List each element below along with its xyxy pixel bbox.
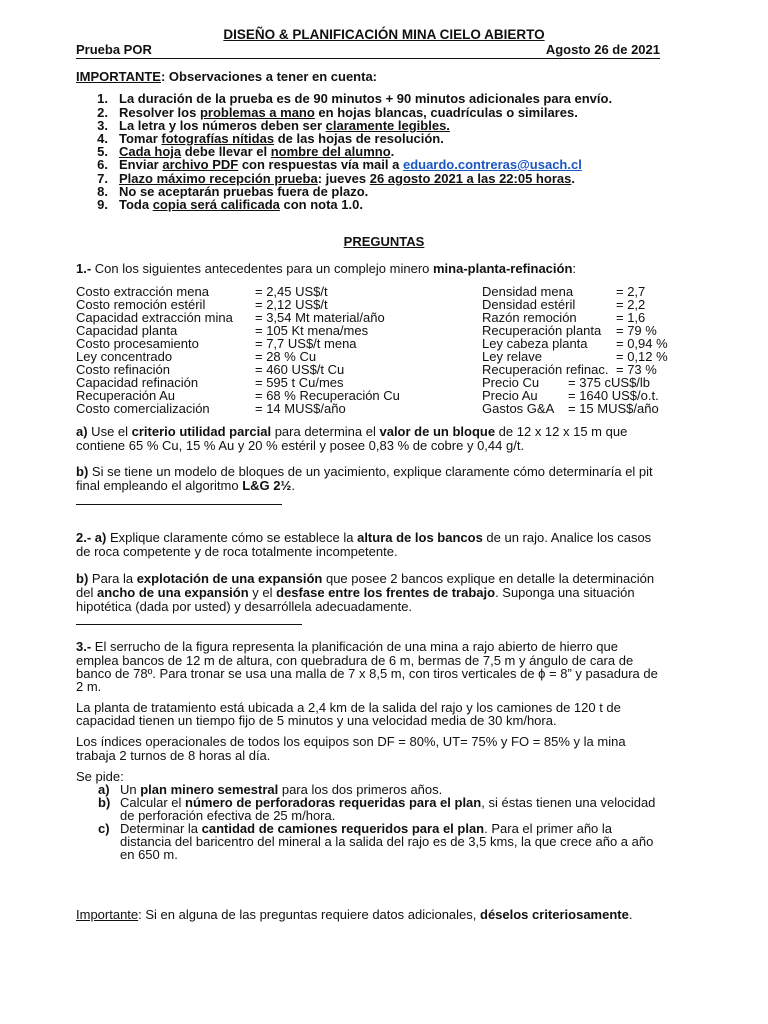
q1-a-line1: a) Use el criterio utilidad parcial para determina el valor de un bloque de 12 x 12 x 15 m que — [76, 424, 628, 439]
q3-line1: 3.- El serrucho de la figura representa la planificación de una mina a rajo abierto de hierro que — [76, 639, 618, 654]
footer-note: Importante: Si en alguna de las preguntas requiere datos adicionales, déselos criteriosamente. — [76, 907, 633, 922]
data-value: = 14 MUS$/año — [255, 401, 346, 416]
list-item: Resolver los problemas a mano en hojas blancas, cuadrículas o similares. — [119, 105, 578, 120]
q3-item-b-line1: Calcular el número de perforadoras requeridas para el plan, si éstas tienen una velocidad — [120, 795, 656, 810]
data-label: Densidad mena — [482, 284, 574, 299]
data-label: Costo extracción mena — [76, 284, 209, 299]
data-value: = 0,12 % — [616, 349, 668, 364]
q1-b-line1: b) Si se tiene un modelo de bloques de un yacimiento, explique claramente cómo determinaría el pit — [76, 464, 653, 479]
list-number: 7. — [97, 171, 108, 186]
data-value: = 2,12 US$/t — [255, 297, 328, 312]
q2-b-line3: hipotética (dada por usted) y desarróllela adecuadamente. — [76, 599, 413, 614]
data-value: = 2,7 — [616, 284, 646, 299]
data-label: Recuperación planta — [482, 323, 602, 338]
q3-item-c-line3: en 650 m. — [120, 847, 178, 862]
email-link[interactable]: eduardo.contreras@usach.cl — [402, 157, 582, 172]
q3-index-line2: trabaja 2 turnos de 8 horas al día. — [76, 748, 271, 763]
data-label: Gastos G&A — [482, 401, 555, 416]
list-item: No se aceptarán pruebas fuera de plazo. — [119, 184, 369, 199]
list-item: Plazo máximo recepción prueba: jueves 26 agosto 2021 a las 22:05 horas. — [119, 171, 575, 186]
data-label: Densidad estéril — [482, 297, 576, 312]
q3-line2: emplea bancos de 12 m de altura, con quebradura de 6 m, bermas de 7,5 m y ángulo de cara de — [76, 653, 634, 668]
data-label: Razón remoción — [482, 310, 577, 325]
exam-date: Agosto 26 de 2021 — [545, 42, 660, 57]
data-label: Costo comercialización — [76, 401, 210, 416]
item-label: c) — [98, 821, 110, 836]
list-number: 4. — [97, 131, 108, 146]
data-value: = 68 % Recuperación Cu — [255, 388, 400, 403]
q3-plant-line1: La planta de tratamiento está ubicada a 2,4 km de la salida del rajo y los camiones de 120 t de — [76, 700, 621, 715]
data-value: = 1640 US$/o.t. — [568, 388, 659, 403]
data-label: Costo procesamiento — [76, 336, 199, 351]
data-label: Ley concentrado — [76, 349, 173, 364]
se-pide: Se pide: — [76, 769, 124, 784]
q1-b-line2: final empleando el algoritmo L&G 2½. — [76, 478, 295, 493]
data-value: = 105 Kt mena/mes — [255, 323, 369, 338]
item-label: b) — [98, 795, 111, 810]
data-value: = 0,94 % — [616, 336, 668, 351]
list-number: 9. — [97, 197, 108, 212]
q2-b-line2: del ancho de una expansión y el desfase entre los frentes de trabajo. Suponga una situación — [76, 585, 635, 600]
list-number: 1. — [97, 91, 108, 106]
data-value: = 375 cUS$/lb — [568, 375, 651, 390]
separator-rule — [76, 504, 282, 505]
q3-line3: banco de 78º. Para tronar se usa una malla de 7 x 8,5 m, con tiros verticales de ϕ = 8” y pasadura de — [76, 666, 658, 681]
data-value: = 460 US$/t Cu — [255, 362, 345, 377]
q3-line4: 2 m. — [76, 679, 102, 694]
data-value: = 1,6 — [616, 310, 646, 325]
data-label: Precio Au — [482, 388, 538, 403]
list-item: Tomar fotografías nítidas de las hojas de resolución. — [119, 131, 444, 146]
data-label: Recuperación Au — [76, 388, 176, 403]
data-label: Capacidad extracción mina — [76, 310, 233, 325]
data-value: = 2,2 — [616, 297, 646, 312]
list-number: 8. — [97, 184, 108, 199]
data-value: = 7,7 US$/t mena — [255, 336, 357, 351]
list-number: 5. — [97, 144, 108, 159]
q3-plant-line2: capacidad tienen un tiempo fijo de 5 minutos y una velocidad media de 30 km/hora. — [76, 713, 557, 728]
data-value: = 3,54 Mt material/año — [255, 310, 385, 325]
important-heading: IMPORTANTE: Observaciones a tener en cuenta: — [76, 69, 378, 84]
q1-intro: 1.- Con los siguientes antecedentes para un complejo minero mina-planta-refinación: — [76, 261, 577, 276]
data-value: = 2,45 US$/t — [255, 284, 328, 299]
header-rule — [76, 58, 660, 59]
q2-a-line1: 2.- a) Explique claramente cómo se establece la altura de los bancos de un rajo. Analice los casos — [76, 530, 652, 545]
list-item: Cada hoja debe llevar el nombre del alumno. — [119, 144, 395, 159]
data-value: = 79 % — [616, 323, 657, 338]
list-item: La duración de la prueba es de 90 minutos + 90 minutos adicionales para envío. — [119, 91, 613, 106]
data-value: = 15 MUS$/año — [568, 401, 659, 416]
q3-index-line1: Los índices operacionales de todos los equipos son DF = 80%, UT= 75% y FO = 85% y la mina — [76, 734, 626, 749]
data-label: Ley cabeza planta — [482, 336, 588, 351]
section-heading: PREGUNTAS — [343, 234, 425, 249]
data-label: Costo remoción estéril — [76, 297, 206, 312]
data-label: Ley relave — [482, 349, 542, 364]
list-number: 2. — [97, 105, 108, 120]
q3-item-a: Un plan minero semestral para los dos primeros años. — [120, 782, 443, 797]
exam-name: Prueba POR — [76, 42, 152, 57]
page-title: DISEÑO & PLANIFICACIÓN MINA CIELO ABIERTO — [223, 27, 545, 42]
data-label: Capacidad planta — [76, 323, 178, 338]
data-value: = 595 t Cu/mes — [255, 375, 344, 390]
list-item: Enviar archivo PDF con respuestas vía mail a eduardo.contreras@usach.cl — [119, 157, 582, 172]
list-number: 6. — [97, 157, 108, 172]
list-item: Toda copia será calificada con nota 1.0. — [119, 197, 363, 212]
q2-a-line2: de roca competente y de roca totalmente incompetente. — [76, 544, 398, 559]
data-label: Costo refinación — [76, 362, 170, 377]
q3-item-c-line1: Determinar la cantidad de camiones requeridos para el plan. Para el primer año la — [120, 821, 613, 836]
q3-item-c-line2: distancia del baricentro del mineral a la salida del rajo es de 3,5 kms, la que crece año a año — [120, 834, 654, 849]
list-item: La letra y los números deben ser claramente legibles. — [119, 118, 450, 133]
separator-rule — [76, 624, 302, 625]
q1-a-line2: contiene 65 % Cu, 15 % Au y 20 % estéril y posee 0,83 % de cobre y 0,44 g/t. — [76, 438, 525, 453]
item-label: a) — [98, 782, 110, 797]
data-label: Precio Cu — [482, 375, 540, 390]
q3-item-b-line2: de perforación efectiva de 25 m/hora. — [120, 808, 336, 823]
data-label: Capacidad refinación — [76, 375, 199, 390]
data-value: = 28 % Cu — [255, 349, 317, 364]
data-value: = 73 % — [616, 362, 657, 377]
data-label: Recuperación refinac. — [482, 362, 609, 377]
q2-b-line1: b) Para la explotación de una expansión que posee 2 bancos explique en detalle la determinación — [76, 571, 655, 586]
list-number: 3. — [97, 118, 108, 133]
